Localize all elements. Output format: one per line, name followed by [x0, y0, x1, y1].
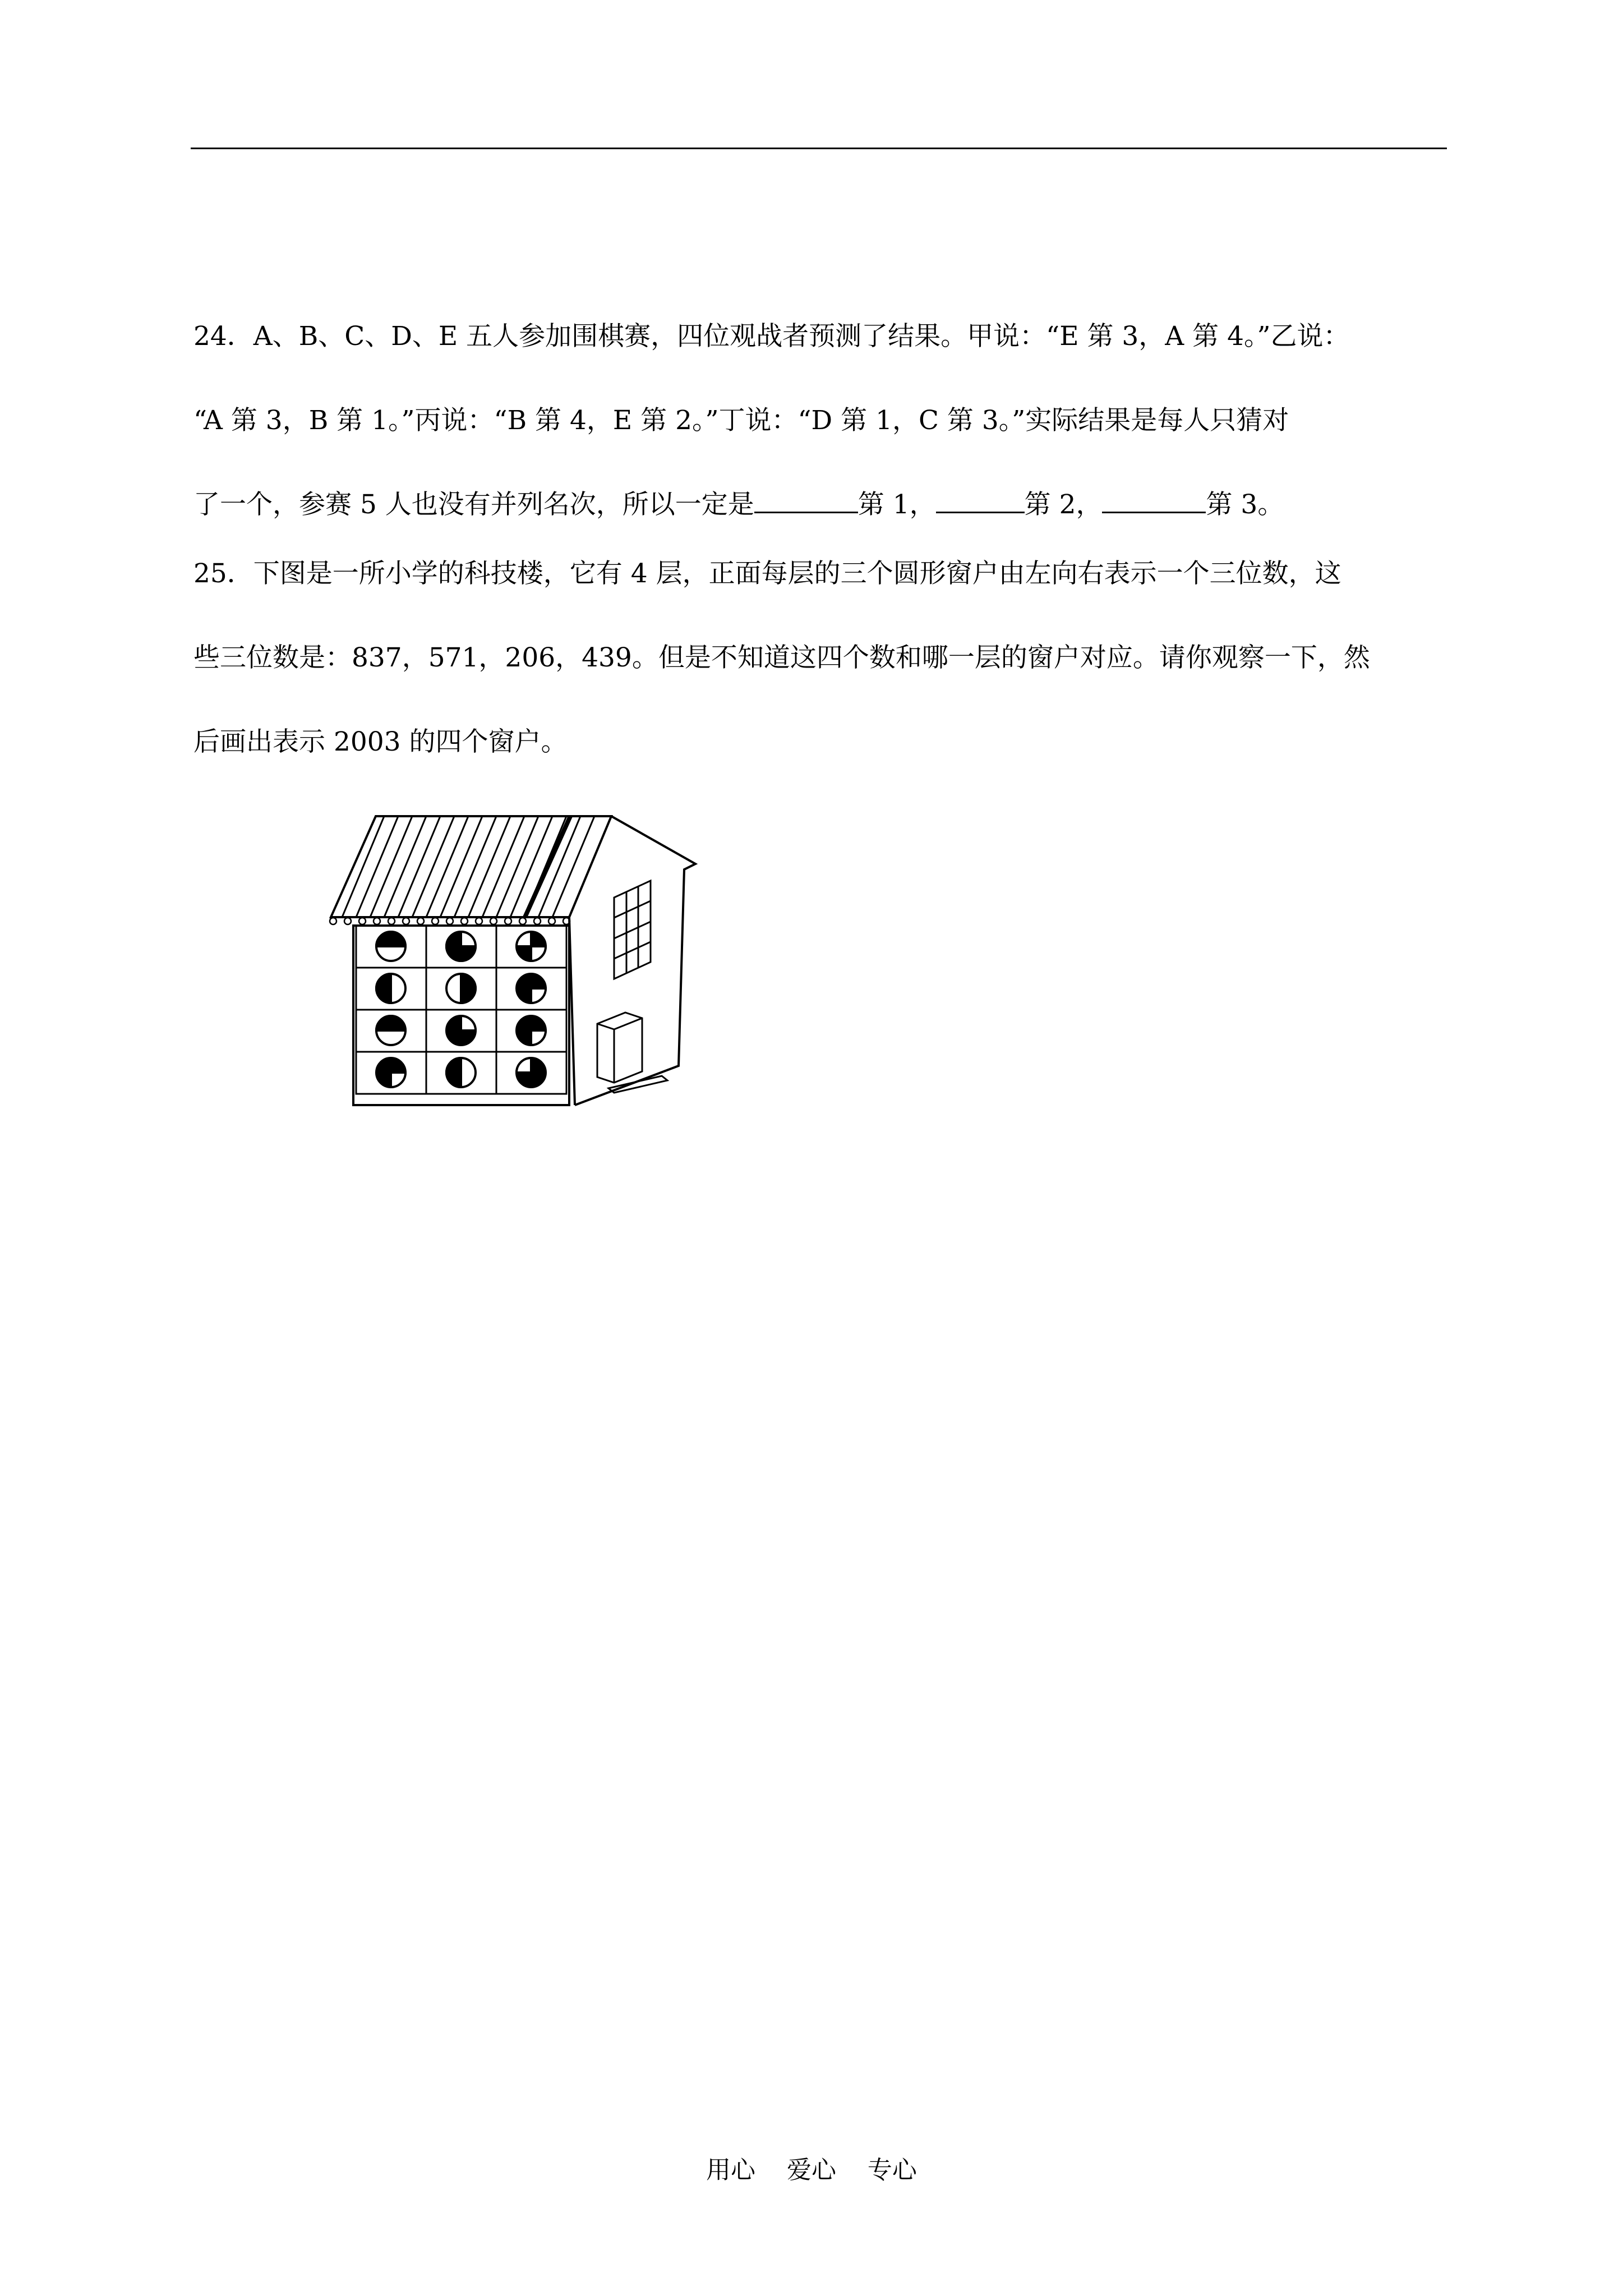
- roof-stripes: [342, 816, 594, 917]
- q24-line-1: 24．A、B、C、D、E 五人参加围棋赛，四位观战者预测了结果。甲说：“E 第 3，A 第 4。”乙说：: [193, 321, 1350, 352]
- q24-line-3-text: 了一个，参赛 5 人也没有并列名次，所以一定是: [193, 489, 754, 520]
- window-r3c2: [446, 1016, 476, 1045]
- question-24: [193, 295, 1447, 547]
- window-r2c1: [376, 974, 405, 1003]
- window-r4c1: [376, 1058, 405, 1087]
- answer-blank-2[interactable]: [936, 489, 1025, 513]
- science-building-figure: [325, 802, 707, 1116]
- side-door: [597, 1013, 667, 1093]
- page-footer: 用心 爱心 专心: [706, 2156, 917, 2184]
- q25-line-3: 后画出表示 2003 的四个窗户。: [193, 726, 568, 757]
- q25-line-2: 些三位数是：837，571，206，439。但是不知道这四个数和哪一层的窗户对应。请你观察一下，然: [193, 642, 1370, 673]
- window-r1c3: [517, 932, 546, 961]
- q24-third-label: 第 3。: [1206, 489, 1284, 520]
- window-r3c3: [517, 1016, 546, 1045]
- question-25: [193, 532, 1447, 784]
- window-r1c2: [446, 932, 476, 961]
- window-r1c1: [376, 932, 405, 961]
- answer-blank-3[interactable]: [1102, 489, 1206, 513]
- q25-line-1: 25．下图是一所小学的科技楼，它有 4 层，正面每层的三个圆形窗户由左向右表示一个三位数，这: [193, 558, 1341, 589]
- side-window: [614, 881, 651, 979]
- window-r4c3: [517, 1058, 546, 1087]
- q24-first-label: 第 1，: [857, 489, 936, 520]
- q24-second-label: 第 2，: [1024, 489, 1103, 520]
- header-rule: [191, 148, 1447, 149]
- window-r2c2: [446, 974, 476, 1003]
- window-r4c2: [446, 1058, 476, 1087]
- answer-blank-1[interactable]: [754, 489, 858, 513]
- window-r2c3: [517, 974, 546, 1003]
- q24-line-2: “A 第 3，B 第 1。”丙说：“B 第 4，E 第 2。”丁说：“D 第 1，C 第 3。”实际结果是每人只猜对: [193, 405, 1289, 436]
- building-drawing: [325, 802, 707, 1116]
- window-r3c1: [376, 1016, 405, 1045]
- roof: [331, 816, 611, 917]
